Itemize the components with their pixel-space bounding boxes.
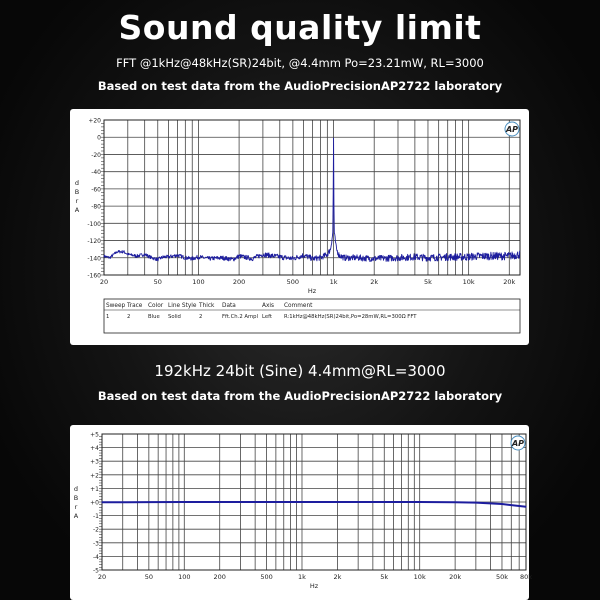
y-tick-label: -40 [91, 169, 101, 177]
x-tick-label: 50 [144, 573, 153, 581]
series-line [104, 138, 520, 261]
frequency-response-chart [70, 425, 533, 600]
x-tick-label: 80k [519, 573, 533, 581]
x-tick-label: 2k [333, 573, 342, 581]
x-tick-label: 20k [449, 573, 462, 581]
y-axis-label: A [74, 206, 80, 215]
x-tick-label: 500 [286, 278, 300, 286]
series-line [102, 502, 526, 507]
legend-header: Comment [284, 303, 313, 309]
y-tick-label: -3 [93, 540, 99, 548]
y-tick-label: -2 [93, 526, 99, 534]
y-axis-label: r [74, 503, 78, 512]
x-tick-label: 50 [153, 278, 162, 286]
data-point [301, 501, 302, 502]
data-point [384, 501, 385, 502]
x-tick-label: 20k [503, 278, 516, 286]
y-tick-label: -100 [87, 220, 101, 228]
x-tick-label: 2k [370, 278, 379, 286]
legend-cell: R:1kHz@48kHz(SR)24bit,Po=28mW,RL=300Ω FFT [284, 314, 417, 320]
x-tick-label: 10k [413, 573, 426, 581]
x-tick-label: 200 [213, 573, 226, 581]
legend-cell: 1 [106, 314, 110, 320]
data-point [219, 501, 220, 502]
legend-cell: 2 [127, 314, 131, 320]
x-tick-label: 1k [329, 278, 338, 286]
x-tick-label: 20 [99, 278, 109, 286]
legend-header: Axis [262, 303, 275, 309]
legend-cell: Left [262, 314, 272, 320]
y-tick-label: -60 [91, 186, 101, 194]
y-tick-label: +20 [88, 117, 101, 125]
y-axis-label: B [73, 494, 79, 503]
x-tick-label: 200 [232, 278, 246, 286]
data-point [337, 501, 338, 502]
y-tick-label: -140 [87, 255, 101, 263]
source-line-2: Based on test data from the AudioPrecisionAP2722 laboratory [97, 389, 503, 403]
legend-header: Thick [199, 303, 215, 309]
legend-header: Color [148, 303, 164, 309]
y-tick-label: -5 [93, 567, 99, 575]
y-tick-label: -160 [87, 272, 101, 280]
legend-cell: Blue [148, 314, 160, 320]
x-axis-label: Hz [307, 287, 317, 295]
legend-cell: Fft.Ch.2 Ampl [222, 314, 258, 320]
y-tick-label: -20 [91, 151, 101, 159]
y-tick-label: +4 [90, 445, 99, 453]
frequency-response-title: 192kHz 24bit (Sine) 4.4mm@RL=3000 [154, 362, 446, 380]
y-axis-label: r [75, 197, 79, 206]
x-tick-label: 500 [260, 573, 273, 581]
x-tick-label: 10k [462, 278, 475, 286]
ap-logo-text: AP [505, 125, 519, 134]
legend-header: Trace [127, 303, 143, 309]
fft-condition-line: FFT @1kHz@48kHz(SR)24bit, @4.4mm Po=23.21mW, RL=3000 [116, 56, 484, 70]
data-point [475, 502, 476, 503]
y-tick-label: -4 [93, 553, 99, 561]
y-tick-label: +5 [90, 431, 99, 439]
y-tick-label: +0 [90, 499, 99, 507]
data-point [419, 501, 420, 502]
y-axis-label: B [74, 188, 80, 197]
x-tick-label: 20 [97, 573, 107, 581]
y-tick-label: +1 [90, 485, 99, 493]
fft-chart [70, 109, 529, 345]
source-line-1: Based on test data from the AudioPrecisionAP2722 laboratory [97, 79, 503, 93]
data-point [455, 502, 456, 503]
x-tick-label: 5k [424, 278, 432, 286]
x-tick-label: 5k [380, 573, 389, 581]
y-tick-label: -80 [91, 203, 101, 211]
x-tick-label: 100 [178, 573, 191, 581]
y-tick-label: +2 [90, 472, 99, 480]
data-point [184, 501, 185, 502]
x-tick-label: 50k [495, 573, 508, 581]
y-tick-label: +3 [90, 458, 99, 466]
y-tick-label: -1 [93, 513, 99, 521]
legend-cell: Solid [168, 314, 181, 320]
x-axis-label: Hz [309, 582, 319, 590]
legend-header: Line Style [168, 303, 197, 309]
data-point [148, 502, 149, 503]
page-title: Sound quality limit [118, 8, 482, 47]
y-tick-label: 0 [97, 134, 101, 142]
y-axis-label: d [74, 179, 80, 188]
plot-frame [104, 120, 520, 275]
y-axis-label: A [73, 512, 79, 521]
legend-cell: 2 [199, 314, 203, 320]
data-point [501, 503, 502, 504]
fft-chart-panel [70, 109, 529, 345]
x-tick-label: 1k [298, 573, 306, 581]
x-tick-label: 100 [192, 278, 205, 286]
legend-header: Sweep [106, 303, 126, 309]
frequency-response-chart-panel [70, 425, 533, 600]
y-tick-label: -120 [87, 238, 101, 246]
y-axis-label: d [73, 485, 79, 494]
ap-logo-text: AP [511, 439, 525, 448]
legend-header: Data [222, 303, 236, 309]
data-point [525, 506, 526, 507]
data-point [101, 502, 102, 503]
data-point [266, 501, 267, 502]
